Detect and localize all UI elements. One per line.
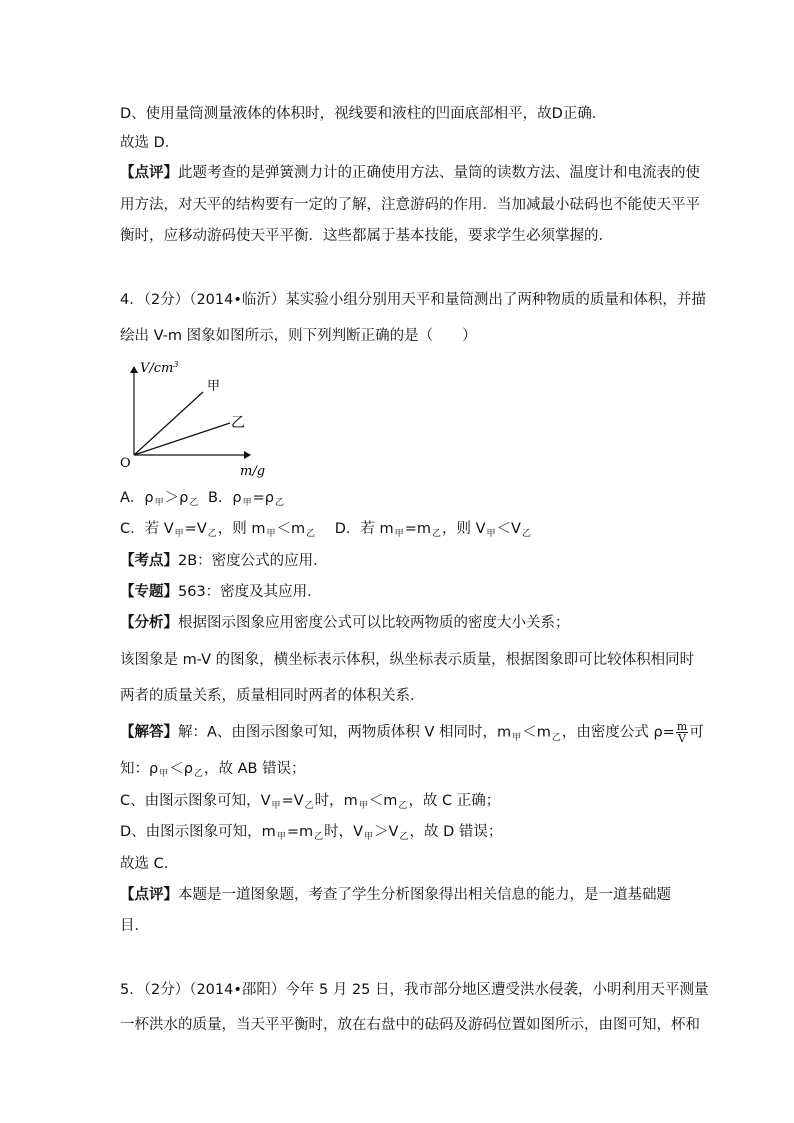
line-jia [134,392,203,455]
q4-jieda-line-4: D、由图示图象可知，$m_甲=m_乙$时，$V_甲>V_乙$，故 D 错误； [120,824,503,842]
q5-stem-line-2: 一杯洪水的质量，当天平平衡时，放在右盘中的砝码及游码位置如图所示，由图可知，杯和 [120,1017,700,1033]
q5-number: 5．（2分）（2014•邵阳） [120,982,286,998]
q4-options-ab [120,489,285,509]
comment-tag: 【点评】 [120,165,178,181]
prev-answer: 故选 D． [120,135,180,151]
q4-jieda-line-3: C、由图示图象可知，$V_甲=V_乙$时，$m_甲<m_乙$，故 C 正确； [120,793,501,811]
option-a[interactable]: A．$\rho_甲>\rho_乙$ [120,490,199,508]
option-d[interactable]: D．若 $m_甲=m_乙$，则 $V_甲<V_乙$ [334,521,531,539]
q4-fenxi-line-2: 该图象是 m-V 的图象，横坐标表示体积，纵坐标表示质量，根据图象即可比较体积相同时 [120,652,695,668]
prev-comment-line-1: 【点评】此题考查的是弹簧测力计的正确使用方法、量筒的读数方法、温度计和电流表的使 [120,165,700,181]
q4-stem-line-2: 绘出 V-m 图象如图所示，则下列判断正确的是（ ） [120,328,477,344]
q4-fenxi-line-1: 【分析】根据图示图象应用密度公式可以比较两物质的密度大小关系； [120,615,570,631]
q4-comment-line-1: 【点评】本题是一道图象题，考查了学生分析图象得出相关信息的能力，是一道基础题 [120,887,671,903]
q4-kaodian: 【考点】2B：密度公式的应用． [120,553,328,569]
option-c[interactable]: C．若 $V_甲=V_乙$，则 $m_甲<m_乙$ [120,521,316,539]
prev-comment-line-2: 用方法，对天平的结构要有一定的了解，注意游码的作用．当加减最小砝码也不能使天平平 [120,197,700,213]
line-yi [134,423,230,455]
q4-jieda-line-2: 知：$\rho_甲<\rho_乙$，故 AB 错误； [120,761,306,779]
q4-fenxi-line-3: 两者的质量关系，质量相同时两者的体积关系． [120,688,425,704]
origin-label: O [120,456,131,471]
q4-number: 4．（2分）（2014•临沂） [120,292,286,308]
q5-stem-line-1: 5．（2分）（2014•邵阳）今年 5 月 25 日，我市部分地区遭受洪水侵袭，小明利用天平测量 [120,982,709,998]
x-axis-label: m/g [240,464,266,479]
q4-comment-line-2: 目． [120,918,149,934]
prev-option-d-analysis: D、使用量筒测量液体的体积时，视线要和液柱的凹面底部相平，故D正确． [120,106,607,122]
density-fraction: $\frac{m}{V}$ [676,720,688,745]
line-jia-label: 甲 [207,379,221,394]
q4-options-cd [120,520,532,540]
y-axis-label: $V/cm^3$ [140,360,179,376]
q4-answer: 故选 C． [120,856,179,872]
line-yi-label: 乙 [231,415,245,431]
q4-stem-line-1: 4．（2分）（2014•临沂）某实验小组分别用天平和量筒测出了两种物质的质量和体积，并描 [120,292,706,308]
option-b[interactable]: B．$\rho_甲=\rho_乙$ [207,490,285,508]
prev-comment-line-3: 衡时，应移动游码使天平平衡．这些都属于基本技能，要求学生必须掌握的． [120,228,613,244]
q4-vm-graph [110,355,290,480]
q4-jieda-line-1: 【解答】解：A、由图示图象可知，两物质体积 V 相同时，$m_甲<m_乙$，由密度公式 ρ= $\frac{m}{V}$ 可 [120,720,704,745]
q4-zhuanti: 【专题】563：密度及其应用． [120,584,322,600]
